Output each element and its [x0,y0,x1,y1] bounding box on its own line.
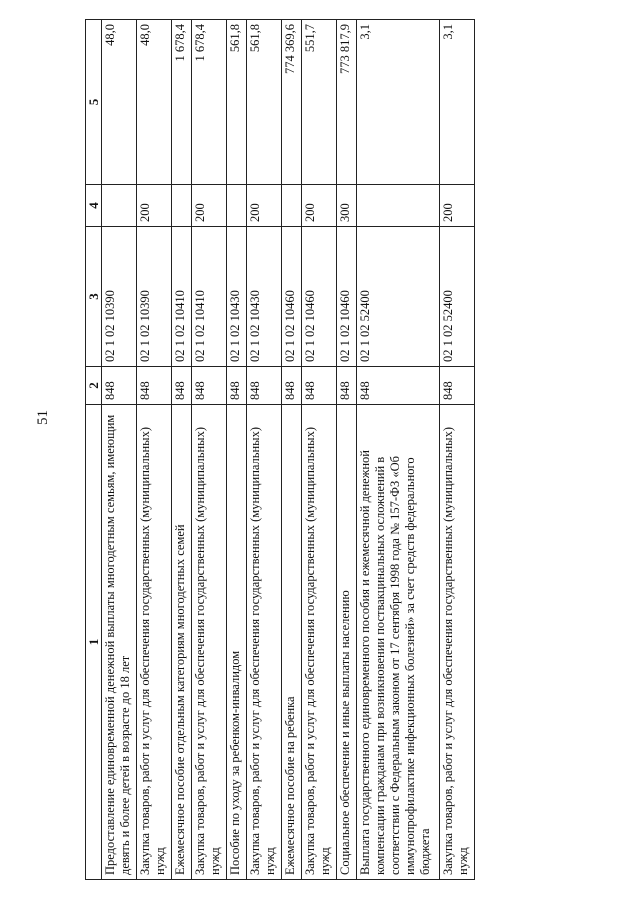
row-ministry: 848 [440,367,475,405]
row-ministry: 848 [357,367,440,405]
row-name: Социальное обеспечение и иные выплаты населению [337,405,357,880]
header-col-5: 5 [86,20,102,185]
row-kind [227,185,247,227]
row-ministry: 848 [247,367,282,405]
row-kind: 200 [302,185,337,227]
row-ministry: 848 [102,367,137,405]
row-article: 02 1 02 10390 [102,227,137,367]
row-name: Закупка товаров, работ и услуг для обеспечения государственных (муниципальных) нужд [302,405,337,880]
page-number: 51 [35,410,51,425]
table-row [357,20,440,880]
row-amount: 773 817,9 [337,20,357,185]
row-amount: 1 678,4 [192,20,227,185]
table-row [282,20,302,880]
row-article: 02 1 02 10430 [227,227,247,367]
row-ministry: 848 [337,367,357,405]
row-amount: 1 678,4 [172,20,192,185]
row-ministry: 848 [137,367,172,405]
row-name: Закупка товаров, работ и услуг для обеспечения государственных (муниципальных) нужд [137,405,172,880]
header-col-1: 1 [86,405,102,880]
row-article: 02 1 02 10390 [137,227,172,367]
row-name: Закупка товаров, работ и услуг для обеспечения государственных (муниципальных) нужд [440,405,475,880]
row-ministry: 848 [172,367,192,405]
table-row [440,20,475,880]
header-col-2: 2 [86,367,102,405]
row-amount: 48,0 [102,20,137,185]
row-name: Выплата государственного единовременного пособия и ежемесячной денежной компенсации гражданам при возникновении поствакцинальных осложнений в соответствии с Федеральным законом от 17 сентября 1998 года № 157-ФЗ «Об иммунопрофилактике инфекционных болезней» за счет средств федерального бюджета [357,405,440,880]
row-amount: 3,1 [440,20,475,185]
budget-table [85,19,475,880]
row-amount: 48,0 [137,20,172,185]
table-row [227,20,247,880]
row-name: Пособие по уходу за ребенком-инвалидом [227,405,247,880]
table-row [302,20,337,880]
header-col-4: 4 [86,185,102,227]
row-article: 02 1 02 10460 [337,227,357,367]
table-row [247,20,282,880]
row-amount: 3,1 [357,20,440,185]
table-header-row [86,20,102,880]
header-col-3: 3 [86,227,102,367]
row-kind [357,185,440,227]
row-article: 02 1 02 10460 [282,227,302,367]
row-kind: 200 [247,185,282,227]
row-kind [172,185,192,227]
row-amount: 551,7 [302,20,337,185]
row-name: Ежемесячное пособие на ребенка [282,405,302,880]
row-amount: 561,8 [227,20,247,185]
budget-table-sheet [85,20,480,880]
row-ministry: 848 [192,367,227,405]
table-row [137,20,172,880]
row-name: Закупка товаров, работ и услуг для обеспечения государственных (муниципальных) нужд [192,405,227,880]
row-article: 02 1 02 52400 [440,227,475,367]
table-row [172,20,192,880]
row-article: 02 1 02 10410 [172,227,192,367]
row-kind: 200 [440,185,475,227]
table-row [337,20,357,880]
row-name: Предоставление единовременной денежной выплаты многодетным семьям, имеющим девять и более детей в возрасте до 18 лет [102,405,137,880]
table-row [192,20,227,880]
row-ministry: 848 [282,367,302,405]
row-article: 02 1 02 10460 [302,227,337,367]
row-article: 02 1 02 52400 [357,227,440,367]
row-ministry: 848 [302,367,337,405]
row-kind [282,185,302,227]
row-kind: 200 [137,185,172,227]
row-kind [102,185,137,227]
row-kind: 200 [192,185,227,227]
row-amount: 561,8 [247,20,282,185]
row-article: 02 1 02 10410 [192,227,227,367]
row-name: Ежемесячное пособие отдельным категориям многодетных семей [172,405,192,880]
row-kind: 300 [337,185,357,227]
row-ministry: 848 [227,367,247,405]
table-row [102,20,137,880]
row-name: Закупка товаров, работ и услуг для обеспечения государственных (муниципальных) нужд [247,405,282,880]
row-article: 02 1 02 10430 [247,227,282,367]
row-amount: 774 369,6 [282,20,302,185]
